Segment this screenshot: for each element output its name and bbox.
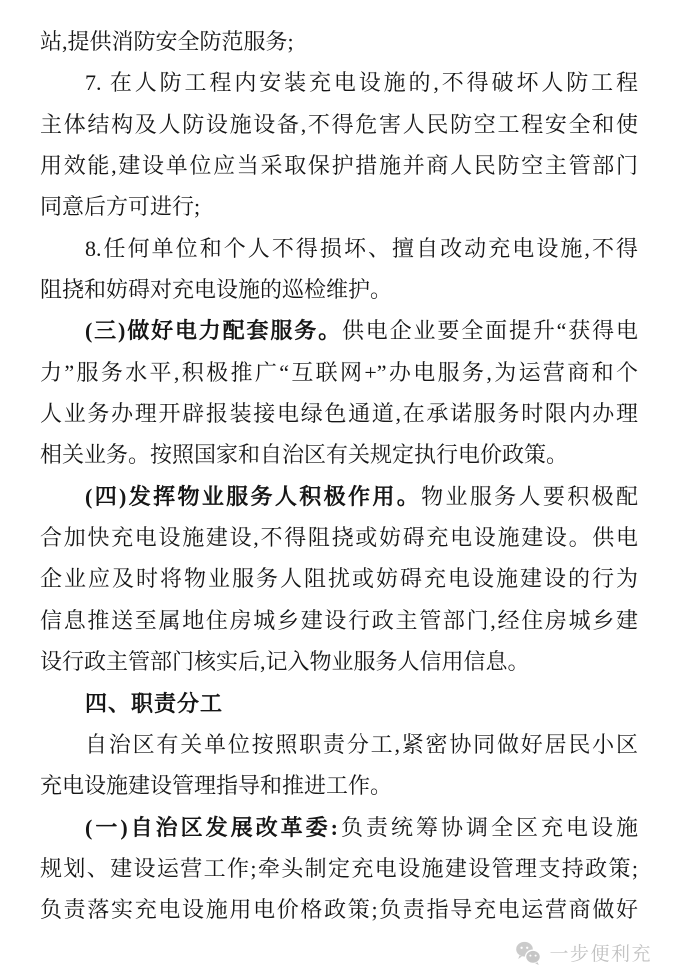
paragraph-lead-bold: (四)发挥物业服务人积极作用。	[85, 483, 422, 509]
paragraph-lead-bold: (一)自治区发展改革委:	[85, 814, 338, 840]
section-heading: 四、职责分工	[85, 690, 224, 716]
paragraph-text: 物业服务人要积极配	[421, 483, 638, 509]
watermark-label: 一步便利充	[549, 944, 652, 965]
doc-line: 规划、建设运营工作;牵头制定充电设施建设管理支持政策;	[40, 855, 638, 881]
paragraph-text: 负责统筹协调全区充电设施	[337, 814, 638, 840]
doc-line: 8.任何单位和个人不得损坏、擅自改动充电设施,不得	[85, 235, 638, 261]
doc-line	[40, 807, 638, 848]
doc-line: 自治区有关单位按照职责分工,紧密协同做好居民小区	[85, 731, 638, 757]
doc-line: 信息推送至属地住房城乡建设行政主管部门,经住房城乡建	[40, 607, 638, 633]
doc-line: 设行政主管部门核实后,记入物业服务人信用信息。	[40, 649, 530, 675]
doc-line: 人业务办理开辟报装接电绿色通道,在承诺服务时限内办理	[40, 401, 638, 427]
paragraph-text: 供电企业要全面提升“获得电	[341, 318, 639, 344]
doc-line: 阻挠和妨碍对充电设施的巡检维护。	[40, 277, 393, 303]
wechat-icon	[514, 940, 542, 966]
document-body	[40, 21, 638, 931]
doc-line: 力”服务水平,积极推广“互联网+”办电服务,为运营商和个	[40, 359, 638, 385]
doc-line: 用效能,建设单位应当采取保护措施并商人民防空主管部门	[40, 153, 638, 179]
doc-line: 同意后方可进行;	[40, 194, 201, 220]
watermark	[514, 939, 652, 966]
doc-line: 合加快充电设施建设,不得阻挠或妨碍充电设施建设。供电	[40, 525, 638, 551]
doc-line: 企业应及时将物业服务人阻扰或妨碍充电设施建设的行为	[40, 566, 638, 592]
doc-line: 相关业务。按照国家和自治区有关规定执行电价政策。	[40, 442, 569, 468]
doc-line: 充电设施建设管理指导和推进工作。	[40, 773, 393, 799]
doc-line	[40, 476, 638, 517]
doc-line: 主体结构及人防设施设备,不得危害人民防空工程安全和使	[40, 111, 638, 137]
doc-line: 负责落实充电设施用电价格政策;负责指导充电运营商做好	[40, 897, 638, 923]
doc-line: 7. 在人防工程内安装充电设施的,不得破坏人防工程	[85, 70, 638, 96]
doc-line	[40, 310, 638, 351]
paragraph-lead-bold: (三)做好电力配套服务。	[85, 318, 342, 344]
doc-line: 站,提供消防安全防范服务;	[40, 29, 294, 54]
